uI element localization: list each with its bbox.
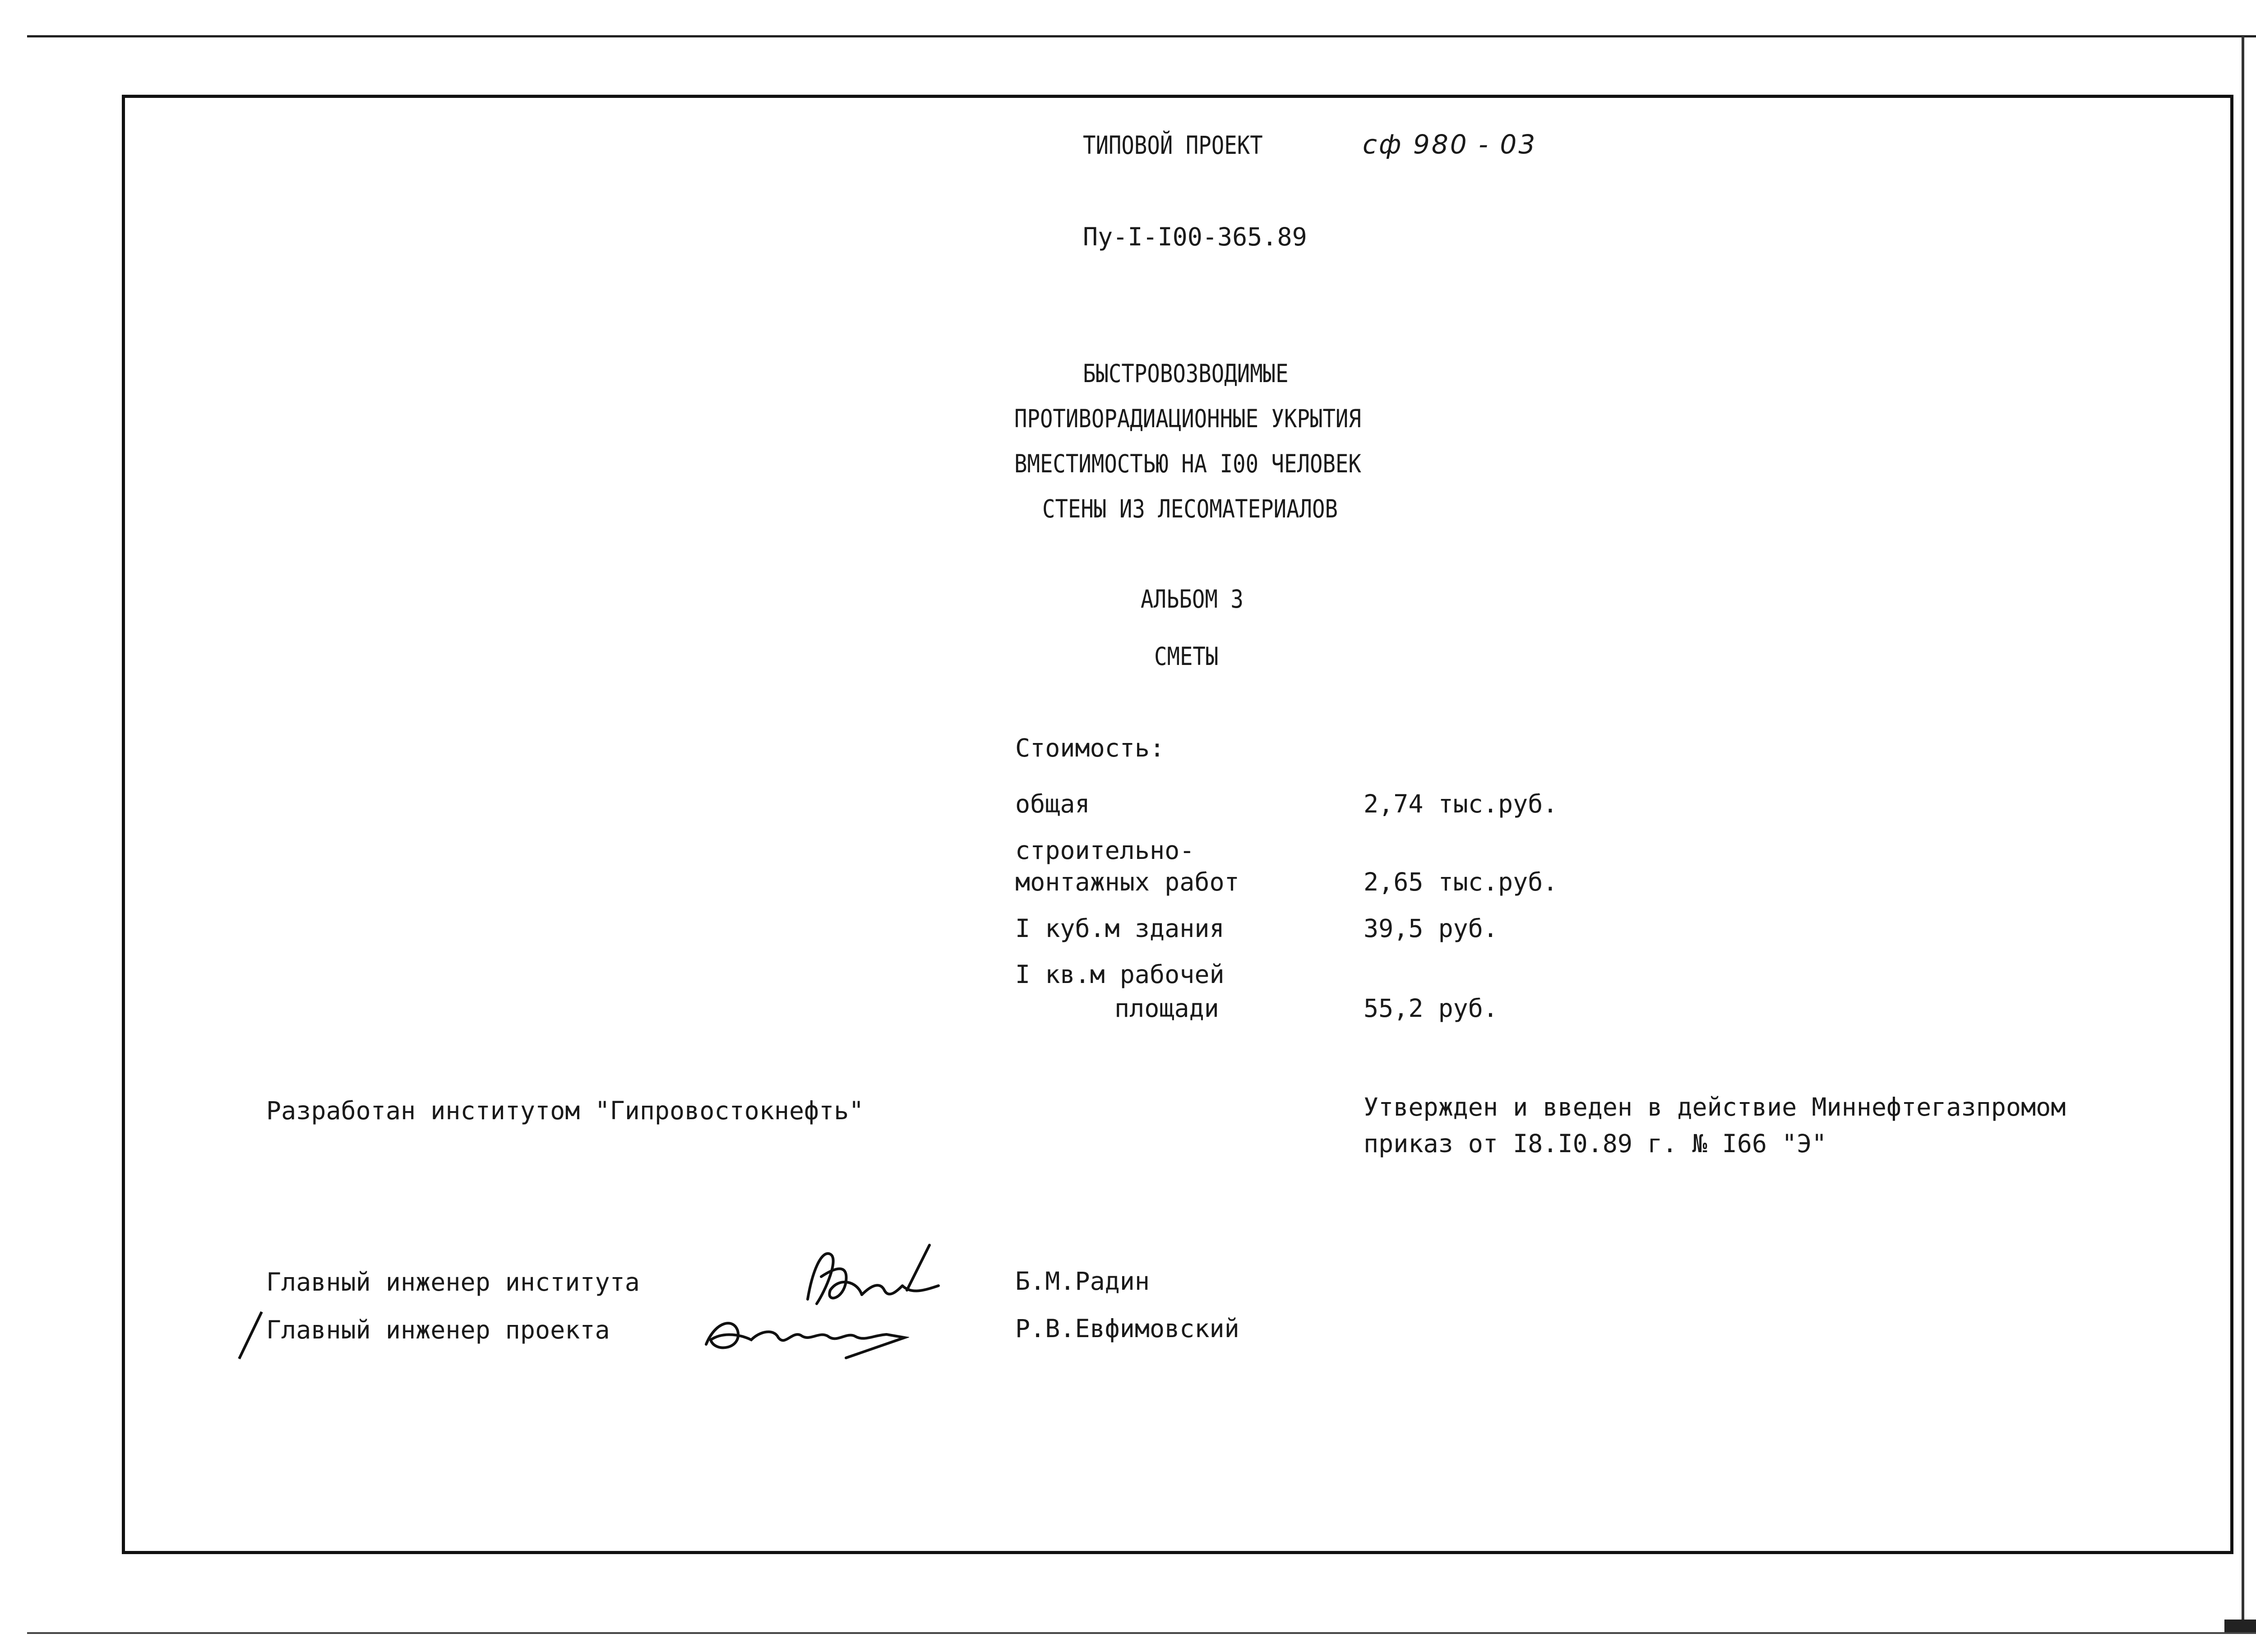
approval-line-2: приказ от I8.I0.89 г. № I66 "Э" <box>1364 1129 1827 1158</box>
bottom-scan-line <box>27 1632 2256 1634</box>
chief-engineer-project-role: Главный инженер проекта <box>266 1315 610 1344</box>
cost-value-square-meter: 55,2 руб. <box>1364 994 1498 1023</box>
cost-value-cubic-meter: 39,5 руб. <box>1364 914 1498 943</box>
chief-engineer-institute-name: Б.М.Радин <box>1015 1267 1150 1296</box>
album-number: АЛЬБОМ 3 <box>1141 585 1244 614</box>
cost-label-square-meter-2: площади <box>1114 994 1219 1023</box>
approval-line-1: Утвержден и введен в действие Миннефтегазпромом <box>1364 1093 2066 1121</box>
cost-label-cubic-meter: I куб.м здания <box>1015 914 1225 943</box>
title-line-3: ВМЕСТИМОСТЬЮ НА I00 ЧЕЛОВЕК <box>1014 449 1361 478</box>
album-name: СМЕТЫ <box>1154 642 1219 671</box>
chief-engineer-project-name: Р.В.Евфимовский <box>1015 1314 1239 1343</box>
signature-chief-engineer-project <box>697 1304 909 1367</box>
cost-label-square-meter: I кв.м рабочей <box>1015 960 1225 989</box>
cost-label-construction: строительно- <box>1015 836 1195 865</box>
developer-institute: Разработан институтом "Гипровостокнефть" <box>266 1096 864 1125</box>
title-line-2: ПРОТИВОРАДИАЦИОННЫЕ УКРЫТИЯ <box>1014 404 1361 433</box>
cost-label-construction-2: монтажных работ <box>1015 868 1239 896</box>
cost-value-total: 2,74 тыс.руб. <box>1364 789 1558 818</box>
check-mark <box>235 1308 266 1362</box>
title-line-1: БЫСТРОВОЗВОДИМЫЕ <box>1083 359 1289 388</box>
right-scan-edge <box>2242 36 2244 1624</box>
cost-heading: Стоимость: <box>1015 734 1165 762</box>
project-type-label: ТИПОВОЙ ПРОЕКТ <box>1083 131 1263 160</box>
cost-label-total: общая <box>1015 789 1090 818</box>
cost-value-construction: 2,65 тыс.руб. <box>1364 868 1558 896</box>
bottom-scan-mark <box>2224 1620 2256 1632</box>
project-code: Пу-I-I00-365.89 <box>1083 222 1307 251</box>
top-scan-line <box>27 35 2256 37</box>
handwritten-project-code: сф 980 - 03 <box>1363 129 1537 160</box>
chief-engineer-institute-role: Главный инженер института <box>266 1268 640 1297</box>
title-line-4: СТЕНЫ ИЗ ЛЕСОМАТЕРИАЛОВ <box>1042 494 1338 523</box>
